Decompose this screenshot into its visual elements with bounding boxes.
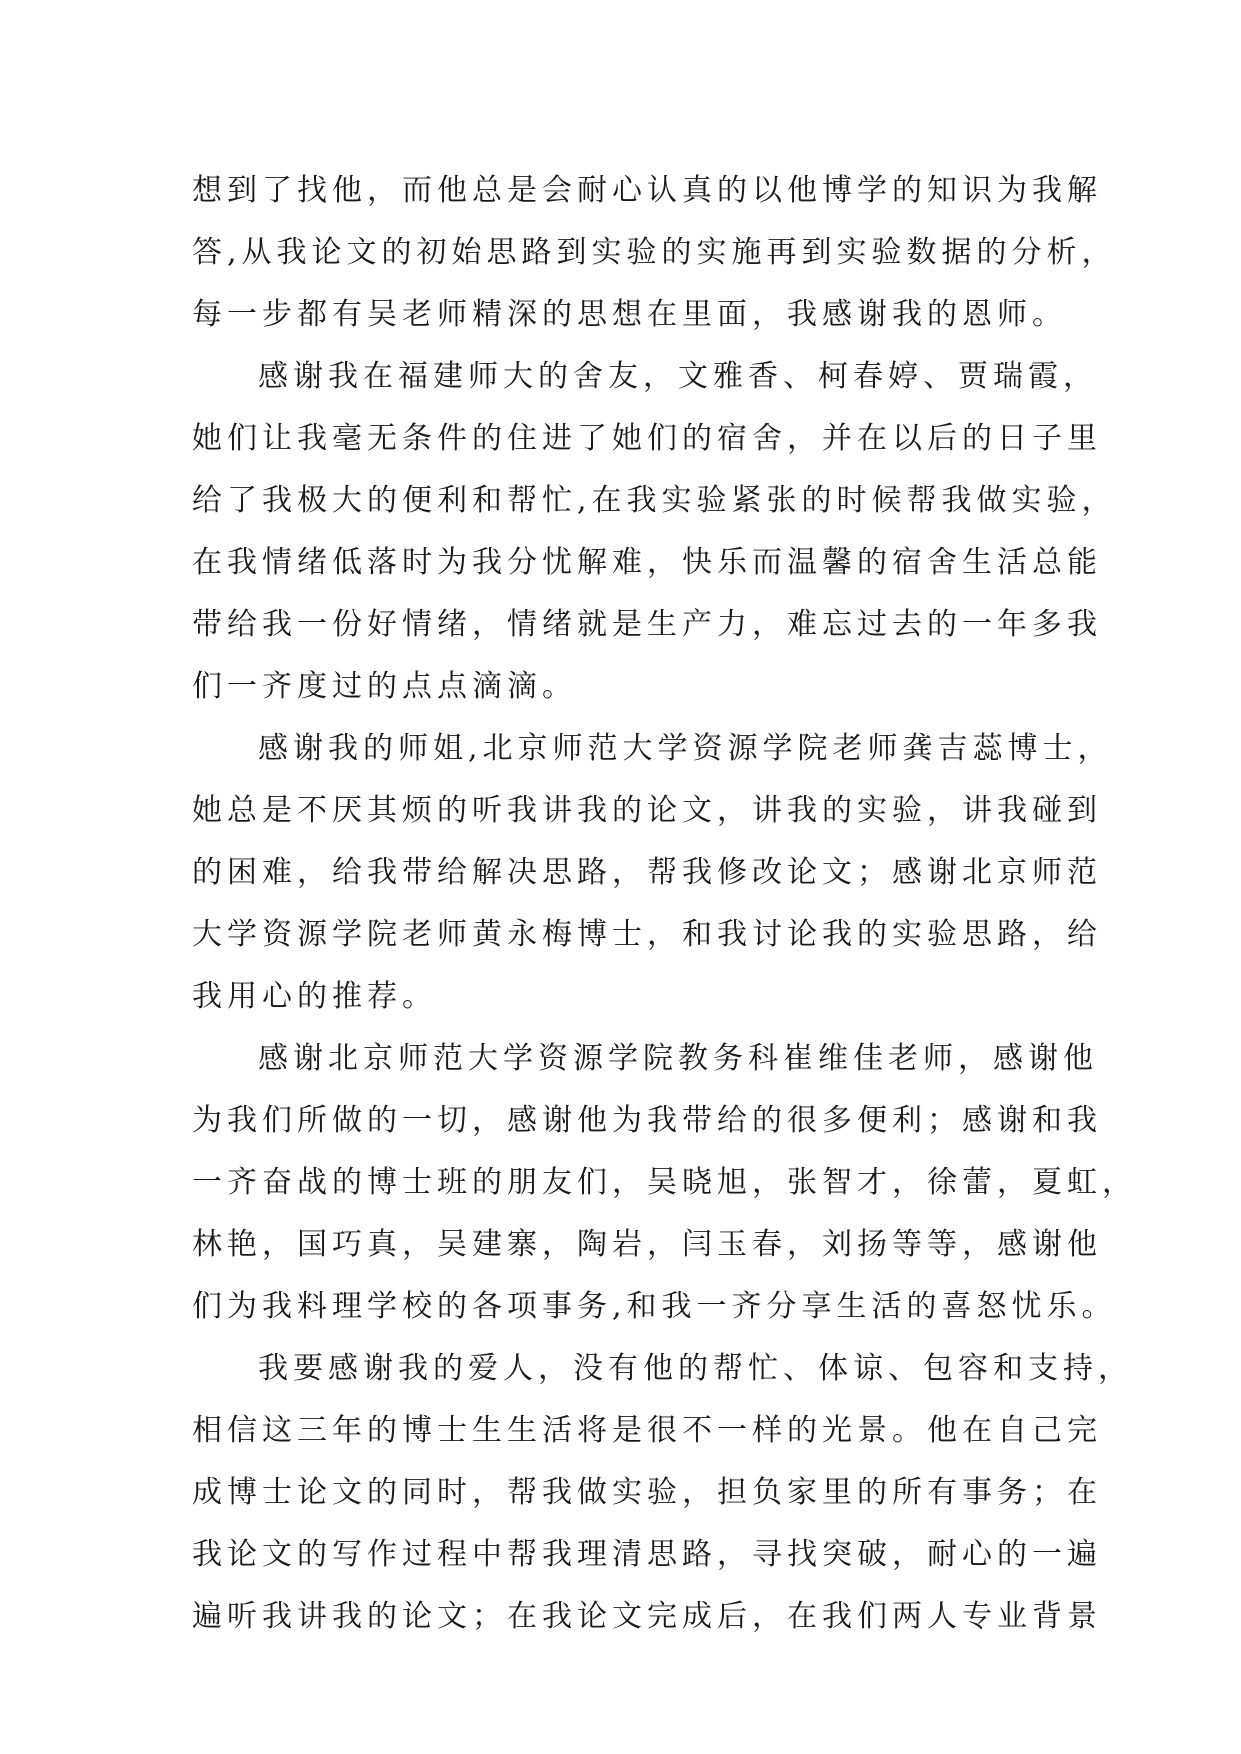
paragraph — [192, 718, 1113, 1028]
paragraph — [192, 1028, 1137, 1338]
text-line: 感谢我在福建师大的舍友，文雅香、柯春婷、贾瑞霞， — [258, 359, 1098, 394]
paragraph — [192, 346, 1117, 718]
text-line: 每一步都有吴老师精深的思想在里面，我感谢我的恩师。 — [192, 297, 1067, 332]
text-line: 感谢我的师姐,北京师范大学资源学院老师龚吉蕊博士， — [258, 731, 1113, 766]
text-line: 她们让我毫无条件的住进了她们的宿舍，并在以后的日子里 — [192, 421, 1102, 456]
text-line: 想到了找他，而他总是会耐心认真的以他博学的知识为我解 — [192, 173, 1102, 208]
text-line: 大学资源学院老师黄永梅博士，和我讨论我的实验思路，给 — [192, 917, 1102, 952]
text-line: 在我情绪低落时为我分忧解难，快乐而温馨的宿舍生活总能 — [192, 545, 1102, 580]
text-line: 为我们所做的一切，感谢他为我带给的很多便利；感谢和我 — [192, 1103, 1102, 1138]
text-line: 带给我一份好情绪，情绪就是生产力，难忘过去的一年多我 — [192, 607, 1102, 642]
text-line: 我论文的写作过程中帮我理清思路，寻找突破，耐心的一遍 — [192, 1537, 1102, 1572]
text-line: 们一齐度过的点点滴滴。 — [192, 669, 577, 704]
paragraph — [192, 160, 1117, 346]
document-body — [192, 160, 1137, 1648]
text-line: 答,从我论文的初始思路到实验的实施再到实验数据的分析， — [192, 235, 1117, 270]
text-line: 我用心的推荐。 — [192, 979, 437, 1014]
text-line: 遍听我讲我的论文；在我论文完成后，在我们两人专业背景 — [192, 1599, 1102, 1634]
text-line: 一齐奋战的博士班的朋友们，吴晓旭，张智才，徐蕾，夏虹， — [192, 1165, 1137, 1200]
text-line: 们为我料理学校的各项事务,和我一齐分享生活的喜怒忧乐。 — [192, 1289, 1117, 1324]
text-line: 林艳，国巧真，吴建寨，陶岩，闫玉春，刘扬等等，感谢他 — [192, 1227, 1102, 1262]
text-line: 成博士论文的同时，帮我做实验，担负家里的所有事务；在 — [192, 1475, 1102, 1510]
paragraph — [192, 1338, 1133, 1648]
text-line: 她总是不厌其烦的听我讲我的论文，讲我的实验，讲我碰到 — [192, 793, 1102, 828]
text-line: 相信这三年的博士生生活将是很不一样的光景。他在自己完 — [192, 1413, 1102, 1448]
text-line: 给了我极大的便利和帮忙,在我实验紧张的时候帮我做实验， — [192, 483, 1117, 518]
text-line: 我要感谢我的爱人，没有他的帮忙、体谅、包容和支持， — [258, 1351, 1133, 1386]
text-line: 的困难，给我带给解决思路，帮我修改论文；感谢北京师范 — [192, 855, 1102, 890]
text-line: 感谢北京师范大学资源学院教务科崔维佳老师，感谢他 — [258, 1041, 1098, 1076]
